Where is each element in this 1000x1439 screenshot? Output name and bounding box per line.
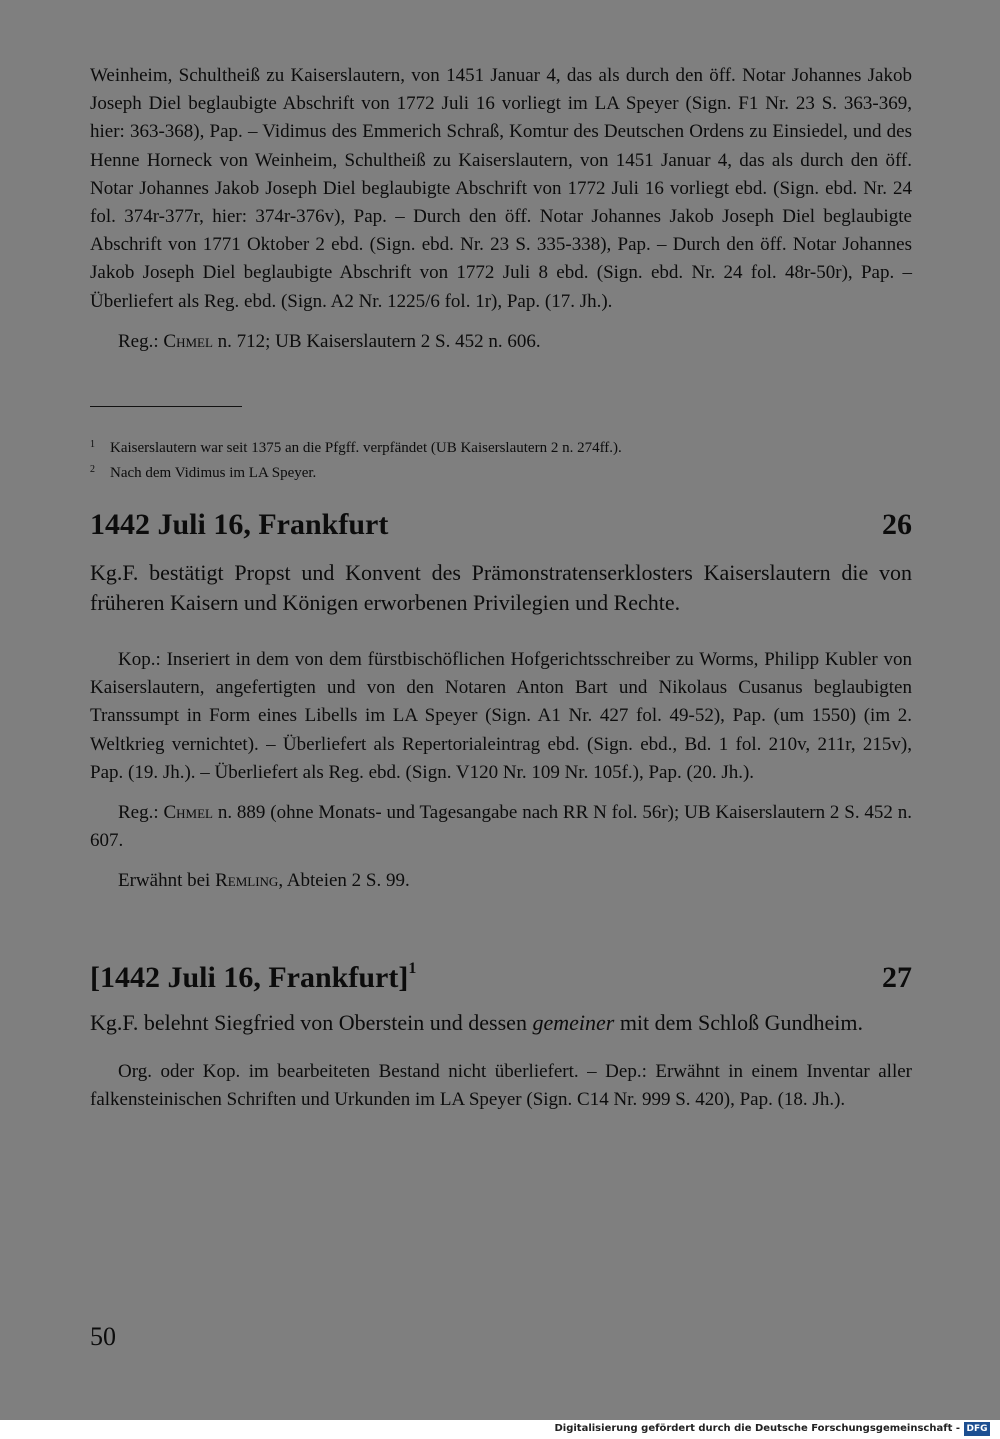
- entry-26-reg: Reg.: Chmel n. 889 (ohne Monats- und Tagesangabe nach RR N fol. 56r); UB Kaiserslautern 2 S. 452 n. 607.: [90, 802, 913, 852]
- entry-27-date-place: [1442 Juli 16, Frankfurt]$^1$: [90, 960, 417, 994]
- footnote-1: $^1$ Kaiserslautern war seit 1375 an die Pfgff. verpfändet (UB Kaiserslautern 2 n. 274ff.).: [90, 439, 622, 456]
- regesta-reference: Reg.: Chmel n. 712; UB Kaiserslautern 2 S. 452 n. 606.: [118, 330, 541, 352]
- entry-26-body: [90, 558, 912, 896]
- page-number: 50: [90, 1322, 116, 1351]
- entry-26-mention: Erwähnt bei Remling, Abteien 2 S. 99.: [118, 870, 410, 892]
- entry-27-regest: Kg.F. belehnt Siegfried von Oberstein und dessen gemeiner mit dem Schloß Gundheim.: [90, 1010, 864, 1035]
- footnote-2: $^2$ Nach dem Vidimus im LA Speyer.: [90, 464, 317, 481]
- dfg-logo-icon: DFG: [964, 1422, 990, 1436]
- footnotes: [90, 434, 912, 484]
- funding-notice: Digitalisierung gefördert durch die Deutsche Forschungsgemeinschaft -: [554, 1423, 960, 1434]
- digitization-footer: [0, 1420, 1000, 1439]
- previous-entry-continuation: [90, 62, 912, 356]
- transmission-note: Weinheim, Schultheiß zu Kaiserslautern, von 1451 Januar 4, das als durch den öff. Notar Johannes Jakob Joseph Diel beglaubigte Abschrift von 1772 Juli 16 vorliegt im LA Speyer (Sign. F1 Nr. 23 S. 363-369, hier: 363-368), Pap. – Vidimus des Emmerich Schraß, Komtur des Deutschen Ordens zu Einsiedel, und des Henne Horneck von Weinheim, Schultheiß zu Kaiserslautern, von 1451 Januar 4, das als durch den öff. Notar Johannes Jakob Joseph Diel beglaubigte Abschrift von 1772 Juli 16 vorliegt ebd. (Sign. ebd. Nr. 24 fol. 374r-377r, hier: 374r-376v), Pap. – Durch den öff. Notar Johannes Jakob Joseph Diel beglaubigte Abschrift von 1771 Oktober 2 ebd. (Sign. ebd. Nr. 23 S. 335-338), Pap. – Durch den öff. Notar Johannes Jakob Joseph Diel beglaubigte Abschrift von 1772 Juli 8 ebd. (Sign. ebd. Nr. 24 fol. 48r-50r), Pap. – Überliefert als Reg. ebd. (Sign. A2 Nr. 1225/6 fol. 1r), Pap. (17. Jh.).: [90, 65, 912, 312]
- entry-26-number: 26: [882, 508, 912, 541]
- entry-27-body: [90, 1008, 912, 1114]
- entry-27-footnote-mark: 1: [408, 960, 417, 977]
- footnote-rule: [90, 406, 242, 407]
- entry-26-kop: Kop.: Inseriert in dem von dem fürstbischöflichen Hofgerichtsschreiber zu Worms, Philipp Kubler von Kaiserslautern, angefertigten und von den Notaren Anton Bart und Nikolaus Cusanus beglaubigten Transsumpt in Form eines Libells im LA Speyer (Sign. A1 Nr. 427 fol. 49-52), Pap. (um 1550) (im 2. Weltkrieg vernichtet). – Überliefert als Repertorialeintrag ebd. (Sign. ebd., Bd. 1 fol. 210v, 211r, 215v), Pap. (19. Jh.). – Überliefert als Reg. ebd. (Sign. V120 Nr. 109 Nr. 105f.), Pap. (20. Jh.).: [90, 649, 912, 783]
- entry-26-heading: [90, 508, 912, 542]
- entry-27-transmission: Org. oder Kop. im bearbeiteten Bestand nicht überliefert. – Dep.: Erwähnt in einem Inventar aller falkensteinischen Schriften und Urkunden im LA Speyer (Sign. C14 Nr. 999 S. 420), Pap. (18. Jh.).: [90, 1061, 912, 1111]
- entry-26-date-place: 1442 Juli 16, Frankfurt: [90, 508, 389, 541]
- entry-27-heading: [90, 960, 912, 995]
- entry-26-regest: Kg.F. bestätigt Propst und Konvent des Prämonstratenserklosters Kaiserslautern die von früheren Kaisern und Königen erworbenen Privilegien und Rechte.: [90, 560, 912, 615]
- entry-27-number: 27: [882, 961, 912, 994]
